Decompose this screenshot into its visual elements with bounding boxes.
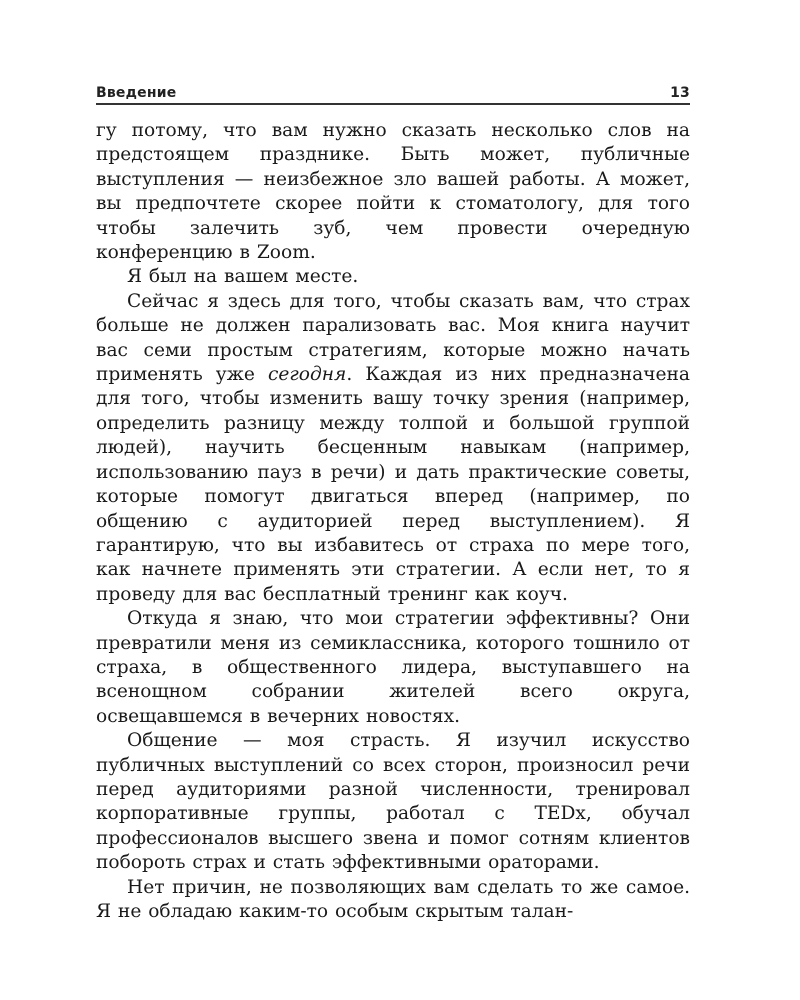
page-number: 13 (670, 85, 690, 101)
paragraph-continuation: гу потому, что вам нужно сказать несколько слов на предстоящем празднике. Быть может, публичные выступления — неизбежное зло вашей работы. А может, вы предпочтете скорее пойти к стоматологу, для того чтобы залечить зуб, чем провести очередную конференцию в Zoom. (96, 120, 690, 264)
paragraph: Откуда я знаю, что мои стратегии эффективны? Они превратили меня из семиклассника, которого тошнило от страха, в общественного лидера, выступавшего на всенощном собрании жителей всего округа, освещавшемся в вечерних новостях. (96, 608, 690, 727)
paragraph-text: Сейчас я здесь для того, чтобы сказать вам, что страх больше не должен парализовать вас. Моя книга научит вас семи простым стратегиям, которые можно начать применять уже (96, 290, 690, 386)
body-text (96, 119, 690, 924)
running-header (96, 80, 690, 101)
section-title: Введение (96, 85, 177, 101)
paragraph-text: . Каждая из них предназначена для того, чтобы изменить вашу точку зрения (например, определить разницу между толпой и большой группой людей), научить бесценным навыкам (например, использованию пауз в речи) и дать практические советы, которые помогут двигаться вперед (например, по общению с аудиторией перед выступлением). Я гарантирую, что вы избавитесь от страха по мере того, как начнете применять эти стратегии. А если нет, то я проведу для вас бесплатный тренинг как коуч. (96, 364, 690, 605)
paragraph: Нет причин, не позволяющих вам сделать то же самое. Я не обладаю каким-то особым скрытым талан- (96, 876, 690, 922)
header-rule (96, 103, 690, 105)
book-page (96, 80, 690, 980)
paragraph: Общение — моя страсть. Я изучил искусство публичных выступлений со всех сторон, произносил речи перед аудиториями разной численности, тренировал корпоративные группы, работал с TEDx, обучал профессионалов высшего звена и помог сотням клиентов побороть страх и стать эффективными ораторами. (96, 730, 690, 874)
paragraph (96, 290, 690, 607)
paragraph: Я был на вашем месте. (127, 266, 359, 288)
emphasis-text: сегодня (267, 364, 347, 386)
